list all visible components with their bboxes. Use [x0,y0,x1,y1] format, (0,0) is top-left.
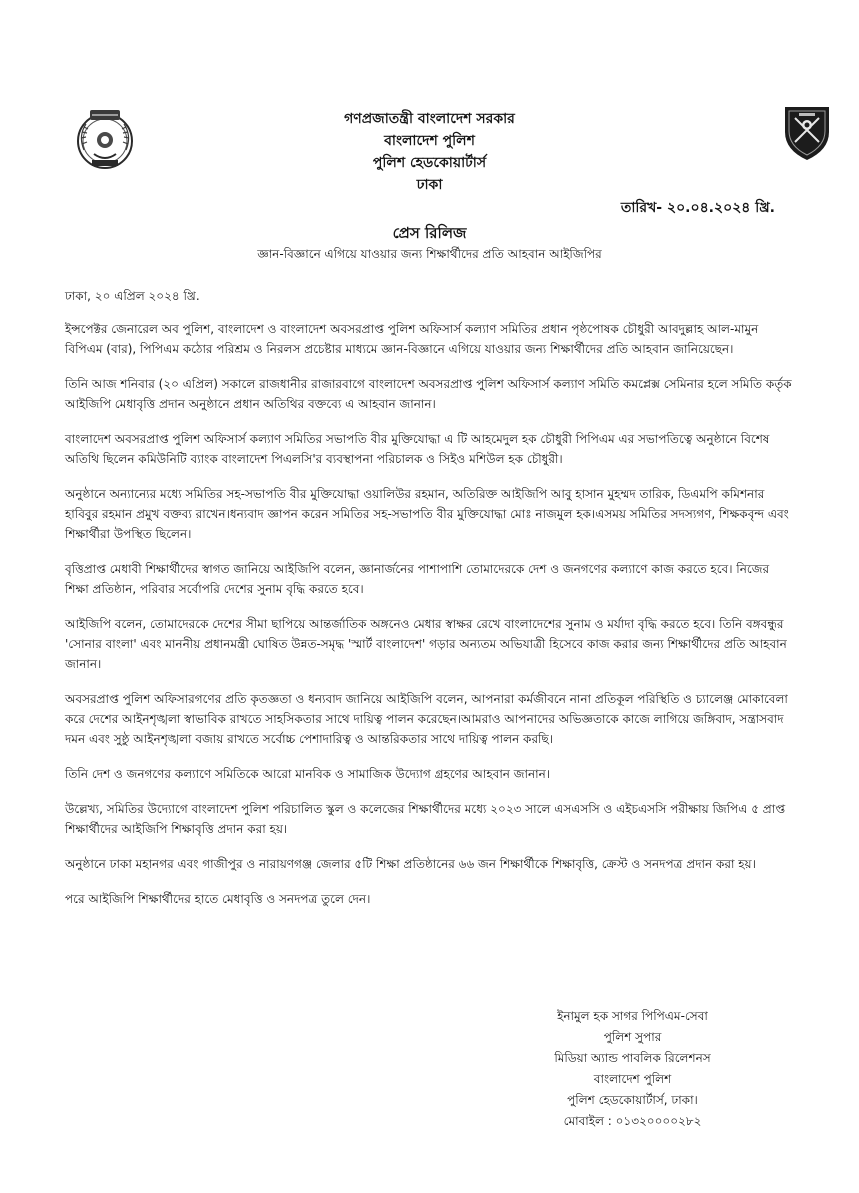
body-paragraph: বাংলাদেশ অবসরপ্রাপ্ত পুলিশ অফিসার্স কল্যাণ সমিতির সভাপতি বীর মুক্তিযোদ্ধা এ টি আহমেদুল হক চৌধুরী পিপিএম এর সভাপতিত্বে অনুষ্ঠানে বিশেষ অতিথি ছিলেন কমিউনিটি ব্যাংক বাংলাদেশ পিএলসি'র ব্যবস্থাপনা পরিচালক ও সিইও মশিউল হক চৌধুরী। [65,432,770,466]
office-name: পুলিশ হেডকোয়ার্টার্স [372,155,487,171]
organization-name: বাংলাদেশ পুলিশ [384,133,475,149]
body-paragraph: আইজিপি বলেন, তোমাদেরকে দেশের সীমা ছাপিয়ে আন্তর্জাতিক অঙ্গনেও মেধার স্বাক্ষর রেখে বাংলাদেশের সুনাম ও মর্যাদা বৃদ্ধি করতে হবে। তিনি বঙ্গবন্ধুর 'সোনার বাংলা' এবং মাননীয় প্রধানমন্ত্রী ঘোষিত উন্নত-সমৃদ্ধ 'স্মার্ট বাংলাদেশ' গড়ার অন্যতম অভিযাত্রী হিসেবে কাজ করার জন্য শিক্ষার্থীদের প্রতি আহবান জানান। [65,617,787,671]
signature-block [520,1006,745,1132]
press-release-body [65,286,793,924]
press-release-headline: জ্ঞান-বিজ্ঞানে এগিয়ে যাওয়ার জন্য শিক্ষার্থীদের প্রতি আহবান আইজিপির [257,247,602,261]
signatory-name: ইনামুল হক সাগর পিপিএম-সেবা [557,1009,708,1023]
signatory-designation: পুলিশ সুপার [603,1030,662,1044]
city-name: ঢাকা [416,177,443,193]
press-release-title: প্রেস রিলিজ [392,224,467,242]
body-paragraph: অনুষ্ঠানে ঢাকা মহানগর এবং গাজীপুর ও নারায়ণগঞ্জ জেলার ৫টি শিক্ষা প্রতিষ্ঠানের ৬৬ জন শিক্ষার্থীকে শিক্ষাবৃত্তি, ক্রেস্ট ও সনদপত্র প্রদান করা হয়। [65,857,756,871]
document-date: তারিখ- ২০.০৪.২০২৪ খ্রি. [620,200,775,216]
body-paragraph: অনুষ্ঠানে অন্যান্যের মধ্যে সমিতির সহ-সভাপতি বীর মুক্তিযোদ্ধা ওয়ালিউর রহমান, অতিরিক্ত আইজিপি আবু হাসান মুহম্মদ তারিক, ডিএমপি কমিশনার হাবিবুর রহমান প্রমুখ বক্তব্য রাখেন।ধন্যবাদ জ্ঞাপন করেন সমিতির সহ-সভাপতি বীর মুক্তিযোদ্ধা মোঃ নাজমুল হক।এসময় সমিতির সদস্যগণ, শিক্ষকবৃন্দ এবং শিক্ষার্থীরা উপস্থিত ছিলেন। [65,487,789,541]
body-paragraph: ইন্সপেক্টর জেনারেল অব পুলিশ, বাংলাদেশ ও বাংলাদেশ অবসরপ্রাপ্ত পুলিশ অফিসার্স কল্যাণ সমিতির প্রধান পৃষ্ঠপোষক চৌধুরী আবদুল্লাহ আল-মামুন বিপিএম (বার), পিপিএম কঠোর পরিশ্রম ও নিরলস প্রচেষ্টার মাধ্যমে জ্ঞান-বিজ্ঞানে এগিয়ে যাওয়ার জন্য শিক্ষার্থীদের প্রতি আহবান জানিয়েছেন। [65,322,759,356]
signatory-office: পুলিশ হেডকোয়ার্টার্স, ঢাকা। [567,1093,698,1107]
bangladesh-police-emblem-icon [72,106,138,172]
government-name: গণপ্রজাতন্ত্রী বাংলাদেশ সরকার [344,111,515,127]
body-paragraph: তিনি দেশ ও জনগণের কল্যাণে সমিতিকে আরো মানবিক ও সামাজিক উদ্যোগ গ্রহণের আহবান জানান। [65,767,551,781]
body-paragraph: পরে আইজিপি শিক্ষার্থীদের হাতে মেধাবৃত্তি ও সনদপত্র তুলে দেন। [65,892,371,906]
body-paragraph: অবসরপ্রাপ্ত পুলিশ অফিসারগণের প্রতি কৃতজ্ঞতা ও ধন্যবাদ জানিয়ে আইজিপি বলেন, আপনারা কর্মজীবনে নানা প্রতিকূল পরিস্থিতি ও চ্যালেঞ্জ মোকাবেলা করে দেশের আইনশৃঙ্খলা স্বাভাবিক রাখতে সাহসিকতার সাথে দায়িত্ব পালন করেছেন।আমরাও আপনাদের অভিজ্ঞতাকে কাজে লাগিয়ে জঙ্গিবাদ, সন্ত্রাসবাদ দমন এবং সুষ্ঠু আইনশৃঙ্খলা বজায় রাখতে সর্বোচ্চ পেশাদারিত্ব ও আন্তরিকতার সাথে দায়িত্ব পালন করছি। [65,692,788,746]
shield-emblem-icon [782,104,832,162]
signatory-mobile: মোবাইল : ০১৩২০০০০২৮২ [563,1114,702,1128]
body-paragraph: উল্লেখ্য, সমিতির উদ্যোগে বাংলাদেশ পুলিশ পরিচালিত স্কুল ও কলেজের শিক্ষার্থীদের মধ্যে ২০২৩ সালে এসএসসি ও এইচএসসি পরীক্ষায় জিপিএ ৫ প্রাপ্ত শিক্ষার্থীদের আইজিপি শিক্ষাবৃত্তি প্রদান করা হয়। [65,802,786,836]
body-paragraph: তিনি আজ শনিবার (২০ এপ্রিল) সকালে রাজধানীর রাজারবাগে বাংলাদেশ অবসরপ্রাপ্ত পুলিশ অফিসার্স কল্যাণ সমিতি কমপ্লেক্স সেমিনার হলে সমিতি কর্তৃক আইজিপি মেধাবৃত্তি প্রদান অনুষ্ঠানে প্রধান অতিথির বক্তব্যে এ আহবান জানান। [65,377,792,411]
signatory-department: মিডিয়া অ্যান্ড পাবলিক রিলেশনস [554,1051,711,1065]
signatory-organization: বাংলাদেশ পুলিশ [593,1072,672,1086]
body-paragraph: বৃত্তিপ্রাপ্ত মেধাবী শিক্ষার্থীদের স্বাগত জানিয়ে আইজিপি বলেন, জ্ঞানার্জনের পাশাপাশি তোমাদেরকে দেশ ও জনগণের কল্যাণে কাজ করতে হবে। নিজের শিক্ষা প্রতিষ্ঠান, পরিবার সর্বোপরি দেশের সুনাম বৃদ্ধি করতে হবে। [65,562,770,596]
dateline: ঢাকা, ২০ এপ্রিল ২০২৪ খ্রি. [65,289,200,303]
letterhead [250,108,609,196]
